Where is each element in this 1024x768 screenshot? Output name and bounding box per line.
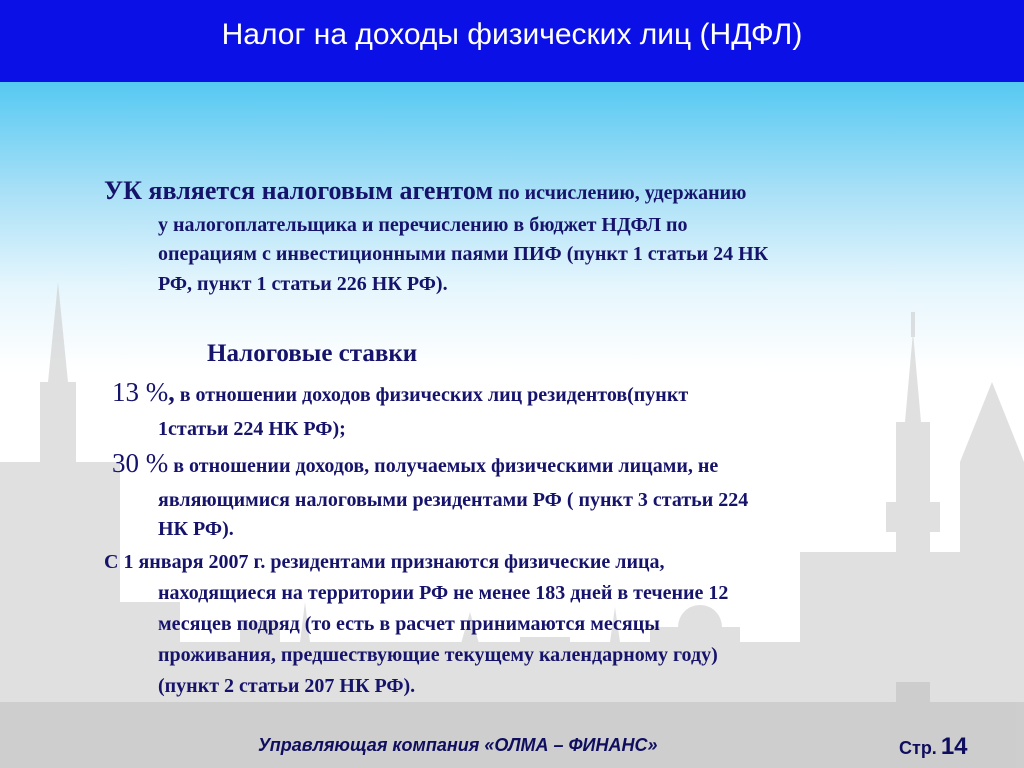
rate-30-line-2: являющимися налоговыми резидентами РФ ( пункт 3 статьи 224 — [158, 489, 749, 511]
intro-line-3: операциям с инвестиционными паями ПИФ (пункт 1 статьи 24 НК — [158, 243, 769, 265]
rate-30-text-1: в отношении доходов, получаемых физическими лицами, не — [173, 455, 719, 477]
rate-13-comma: , — [168, 378, 175, 407]
rate-13-value: 13 % — [112, 377, 169, 407]
rate-30-line-1 — [112, 449, 718, 481]
footer-company: Управляющая компания «ОЛМА – ФИНАНС» — [258, 735, 658, 755]
page-number: 14 — [940, 733, 968, 760]
residency-line-2: находящиеся на территории РФ не менее 183 дней в течение 12 — [158, 582, 729, 604]
residency-line-3: месяцев подряд (то есть в расчет принимаются месяцы — [158, 613, 660, 635]
rate-30-value: 30 % — [112, 448, 169, 478]
rate-13-text-1: в отношении доходов физических лиц резидентов(пункт — [179, 384, 689, 406]
footer-page-number — [899, 733, 968, 761]
intro-text-1: по исчислению, удержанию — [498, 182, 747, 204]
page-label: Стр. — [899, 738, 937, 758]
intro-line-1 — [104, 176, 746, 208]
rate-30-line-3: НК РФ). — [158, 518, 234, 540]
residency-line-1: С 1 января 2007 г. резидентами признаются физические лица, — [104, 551, 665, 573]
rate-13-line-2: 1статьи 224 НК РФ); — [158, 418, 346, 440]
intro-lead: УК является налоговым агентом — [104, 176, 494, 205]
residency-line-4: проживания, предшествующие текущему календарному году) — [158, 644, 718, 666]
page-title: Налог на доходы физических лиц (НДФЛ) — [221, 18, 803, 51]
rates-heading: Налоговые ставки — [207, 340, 418, 367]
rate-13-line-1 — [112, 378, 688, 410]
residency-line-5: (пункт 2 статьи 207 НК РФ). — [158, 675, 416, 697]
intro-line-4: РФ, пункт 1 статьи 226 НК РФ). — [158, 273, 448, 295]
intro-line-2: у налогоплательщика и перечислению в бюджет НДФЛ по — [158, 214, 688, 236]
